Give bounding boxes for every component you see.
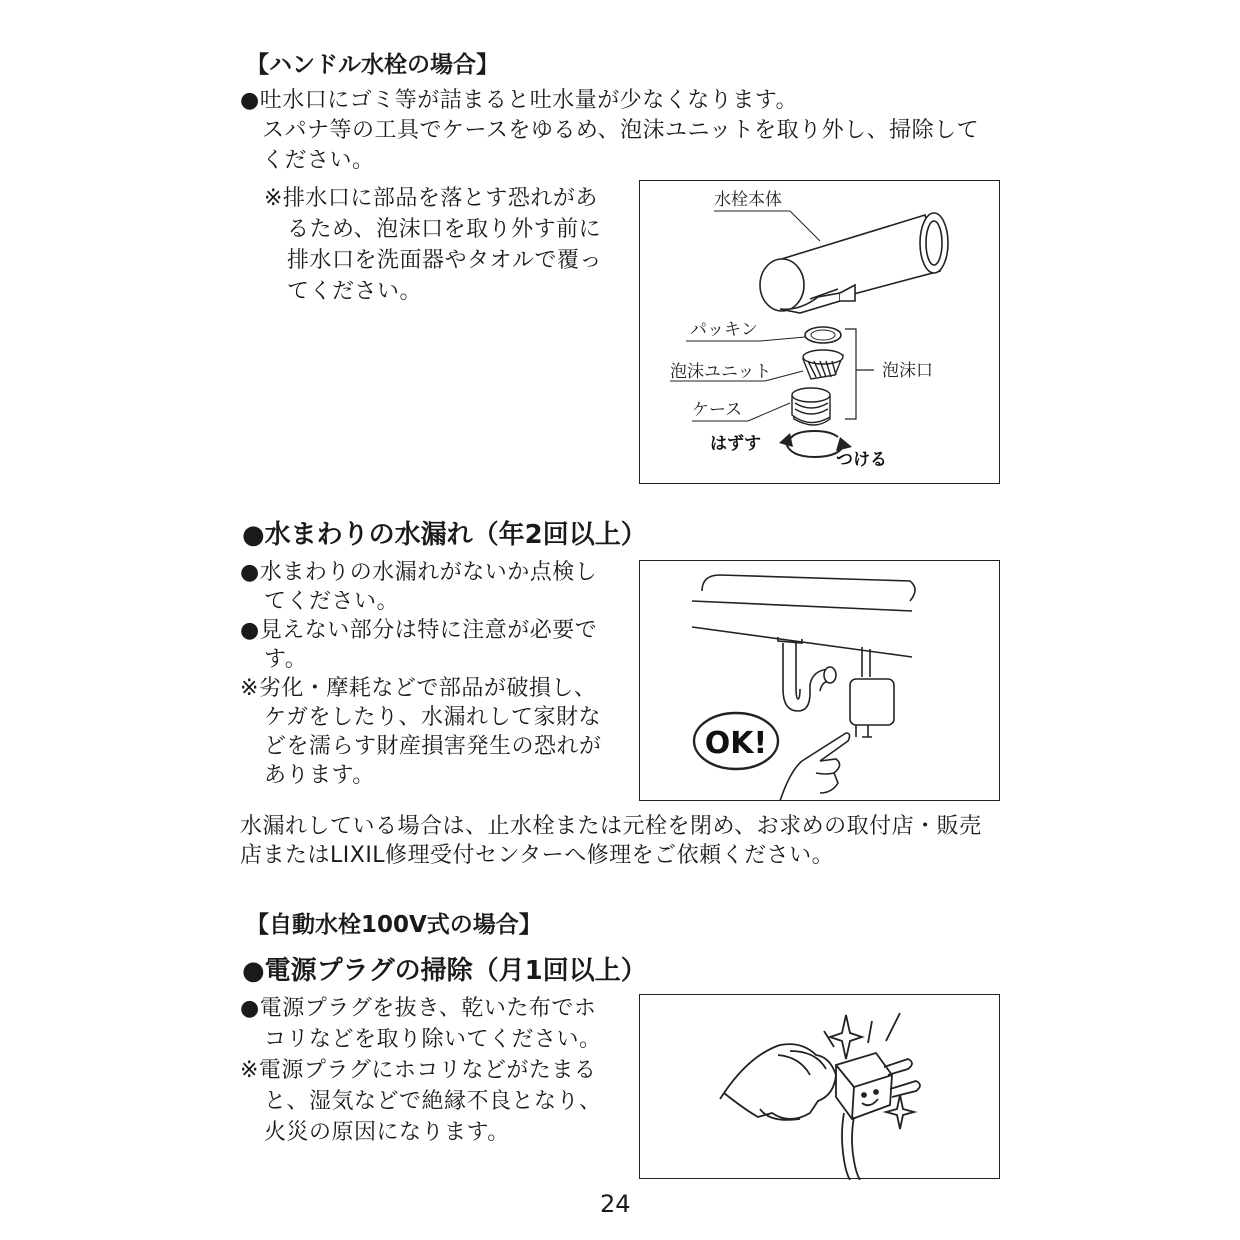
paragraph-line: 火災の原因になります。 (264, 1120, 510, 1145)
faucet-aerator-figure (639, 180, 1000, 484)
paragraph-line: す。 (264, 647, 308, 672)
label-aerator-unit: 泡沫ユニット (670, 362, 772, 382)
section-title-handle-faucet: 【ハンドル水栓の場合】 (246, 52, 499, 78)
label-case: ケース (692, 400, 743, 420)
paragraph-line: あります。 (264, 763, 375, 788)
footer-line: 店またはLIXIL修理受付センターへ修理をご依頼ください。 (240, 843, 835, 868)
label-attach: つける (836, 450, 887, 470)
label-aerator-outlet: 泡沫口 (882, 361, 933, 381)
paragraph-line: と、湿気などで絶縁不良となり、 (264, 1089, 602, 1114)
section-title-auto-faucet: 【自動水栓100V式の場合】 (246, 912, 542, 938)
footer-line: 水漏れしている場合は、止水栓または元栓を閉め、お求めの取付店・販売 (240, 814, 982, 839)
heading-water-leak: ●水まわりの水漏れ（年2回以上） (242, 520, 647, 550)
paragraph-line: ※劣化・摩耗などで部品が破損し、 (240, 676, 597, 701)
page-number: 24 (600, 1190, 631, 1218)
label-faucet-body: 水栓本体 (714, 190, 782, 210)
paragraph-line: ください。 (262, 148, 375, 173)
paragraph-line: ●電源プラグを抜き、乾いた布でホ (240, 996, 597, 1021)
label-remove: はずす (710, 434, 761, 454)
heading-power-plug: ●電源プラグの掃除（月1回以上） (242, 956, 647, 986)
note-line: ※排水口に部品を落とす恐れがあ (264, 186, 598, 211)
note-line: てください。 (287, 279, 423, 304)
paragraph-line: ●吐水口にゴミ等が詰まると吐水量が少なくなります。 (240, 88, 798, 113)
note-line: るため、泡沫口を取り外す前に (287, 217, 602, 242)
paragraph-line: どを濡らす財産損害発生の恐れが (264, 734, 602, 759)
label-packing: パッキン (690, 320, 758, 340)
paragraph-line: コリなどを取り除いてください。 (264, 1027, 602, 1052)
note-line: 排水口を洗面器やタオルで覆っ (287, 248, 603, 273)
ok-label: OK! (704, 726, 768, 761)
leak-check-figure (639, 560, 1000, 801)
paragraph-line: ケガをしたり、水漏れして家財な (264, 705, 602, 730)
paragraph-line: ●水まわりの水漏れがないか点検し (240, 560, 598, 585)
paragraph-line: ※電源プラグにホコリなどがたまる (240, 1058, 597, 1083)
paragraph-line: てください。 (264, 589, 400, 614)
plug-cleaning-figure (639, 994, 1000, 1179)
paragraph-line: ●見えない部分は特に注意が必要で (240, 618, 598, 643)
paragraph-line: スパナ等の工具でケースをゆるめ、泡沫ユニットを取り外し、掃除して (262, 118, 980, 143)
